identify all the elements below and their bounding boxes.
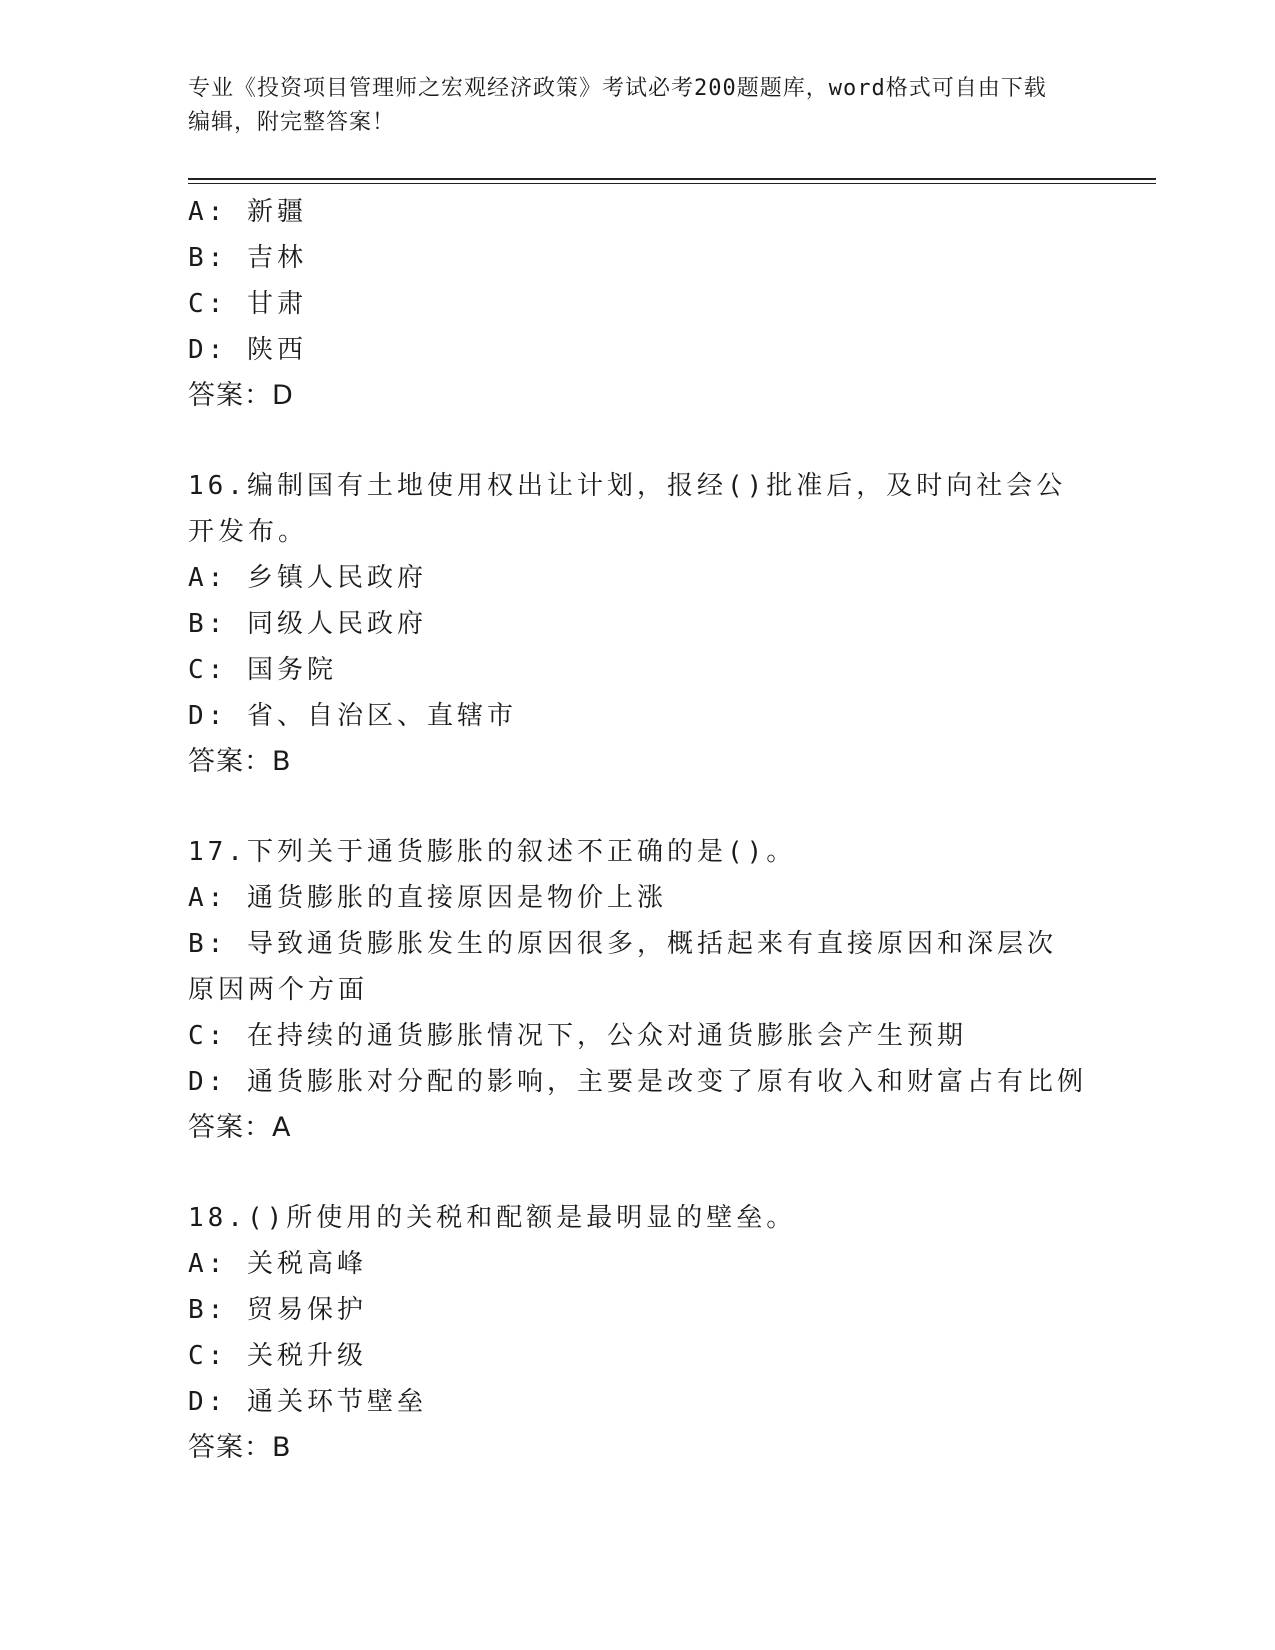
question-17 [188,829,1088,1151]
option-b: B: 贸易保护 [188,1295,367,1325]
question-stem: 18.()所使用的关税和配额是最明显的壁垒。 [188,1203,797,1233]
option-b: B: 导致通货膨胀发生的原因很多，概括起来有直接原因和深层次原因两个方面 [188,929,1057,1005]
option-d: D: 通货膨胀对分配的影响，主要是改变了原有收入和财富占有比例 [188,1067,1087,1097]
option-a: A: 关税高峰 [188,1249,367,1279]
spacer [188,419,1088,463]
spacer [188,1151,1088,1195]
answer: 答案：B [188,1432,292,1463]
question-list [188,189,1088,1471]
option-b: B: 同级人民政府 [188,609,427,639]
spacer [188,785,1088,829]
question-stem: 17.下列关于通货膨胀的叙述不正确的是()。 [188,837,797,867]
option-c: C: 国务院 [188,655,337,685]
option-c: C: 甘肃 [188,289,307,319]
option-d: D: 通关环节壁垒 [188,1387,427,1417]
header-rule-thin [188,183,1156,184]
question-16 [188,463,1088,785]
question-18 [188,1195,1088,1471]
answer: 答案：D [188,380,294,411]
question-stem: 16.编制国有土地使用权出让计划，报经()批准后，及时向社会公开发布。 [188,471,1067,547]
document-header: 专业《投资项目管理师之宏观经济政策》考试必考200题题库，word格式可自由下载编辑，附完整答案！ [188,76,1047,135]
answer: 答案：B [188,746,292,777]
question-15 [188,189,1088,419]
option-a: A: 乡镇人民政府 [188,563,427,593]
option-b: B: 吉林 [188,243,307,273]
option-d: D: 省、自治区、直辖市 [188,701,517,731]
answer: 答案：A [188,1112,292,1143]
option-a: A: 新疆 [188,197,307,227]
option-c: C: 在持续的通货膨胀情况下，公众对通货膨胀会产生预期 [188,1021,967,1051]
header-rule-thick [188,178,1156,180]
option-c: C: 关税升级 [188,1341,367,1371]
option-d: D: 陕西 [188,335,307,365]
option-a: A: 通货膨胀的直接原因是物价上涨 [188,883,667,913]
